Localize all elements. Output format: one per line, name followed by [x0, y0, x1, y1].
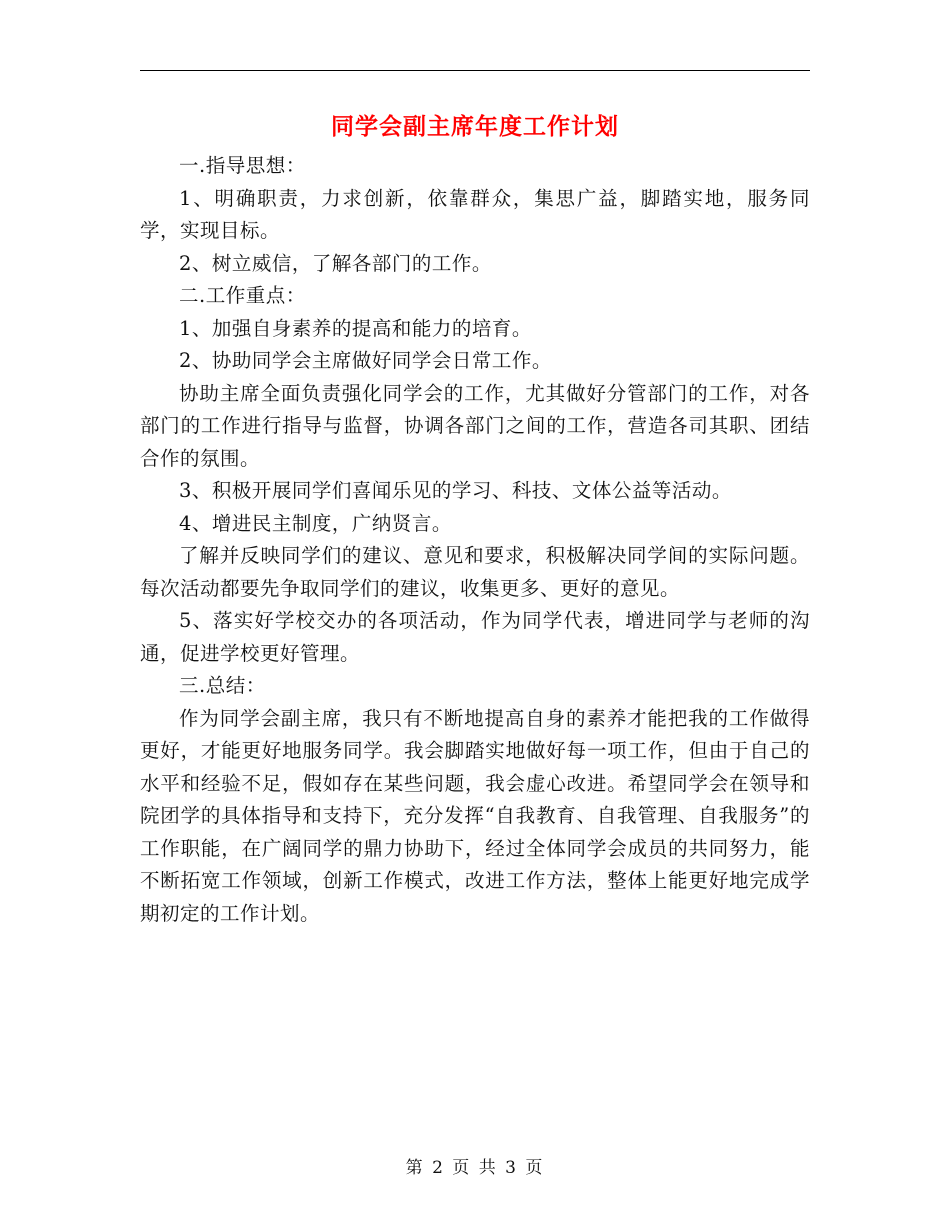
section-heading-guiding-ideology: 一.指导思想：: [179, 154, 306, 177]
paragraph: 了解并反映同学们的建议、意见和要求，积极解决同学间的实际问题。每次活动都要先争取同学们的建议，收集更多、更好的意见。: [140, 544, 810, 600]
paragraph: 3、积极开展同学们喜闻乐见的学习、科技、文体公益等活动。: [179, 479, 732, 502]
section-heading-work-focus: 二.工作重点：: [179, 284, 306, 307]
document-body: [140, 150, 810, 930]
paragraph: 5、落实好学校交办的各项活动，作为同学代表，增进同学与老师的沟通，促进学校更好管理。: [140, 609, 810, 665]
section-heading-summary: 三.总结：: [179, 674, 266, 697]
paragraph: 2、协助同学会主席做好同学会日常工作。: [179, 349, 552, 372]
page-number-footer: 第 2 页 共 3 页: [405, 1158, 545, 1178]
paragraph: 1、加强自身素养的提高和能力的培育。: [179, 316, 532, 340]
header-rule: [140, 70, 810, 71]
paragraph: 2、树立威信，了解各部门的工作。: [179, 251, 492, 275]
document-title: 同学会副主席年度工作计划: [331, 113, 619, 140]
paragraph: 作为同学会副主席，我只有不断地提高自身的素养才能把我的工作做得更好，才能更好地服务同学。我会脚踏实地做好每一项工作，但由于自己的水平和经验不足，假如存在某些问题，我会虚心改进。希望同学会在领导和院团学的具体指导和支持下，充分发挥“自我教育、自我管理、自我服务”的工作职能，在广阔同学的鼎力协助下，经过全体同学会成员的共同努力，能不断拓宽工作领域，创新工作模式，改进工作方法，整体上能更好地完成学期初定的工作计划。: [140, 706, 810, 925]
paragraph: 协助主席全面负责强化同学会的工作，尤其做好分管部门的工作，对各部门的工作进行指导与监督，协调各部门之间的工作，营造各司其职、团结合作的氛围。: [140, 381, 810, 470]
paragraph: 4、增进民主制度，广纳贤言。: [179, 511, 452, 535]
paragraph: 1、明确职责，力求创新，依靠群众，集思广益，脚踏实地，服务同学，实现目标。: [140, 186, 810, 242]
